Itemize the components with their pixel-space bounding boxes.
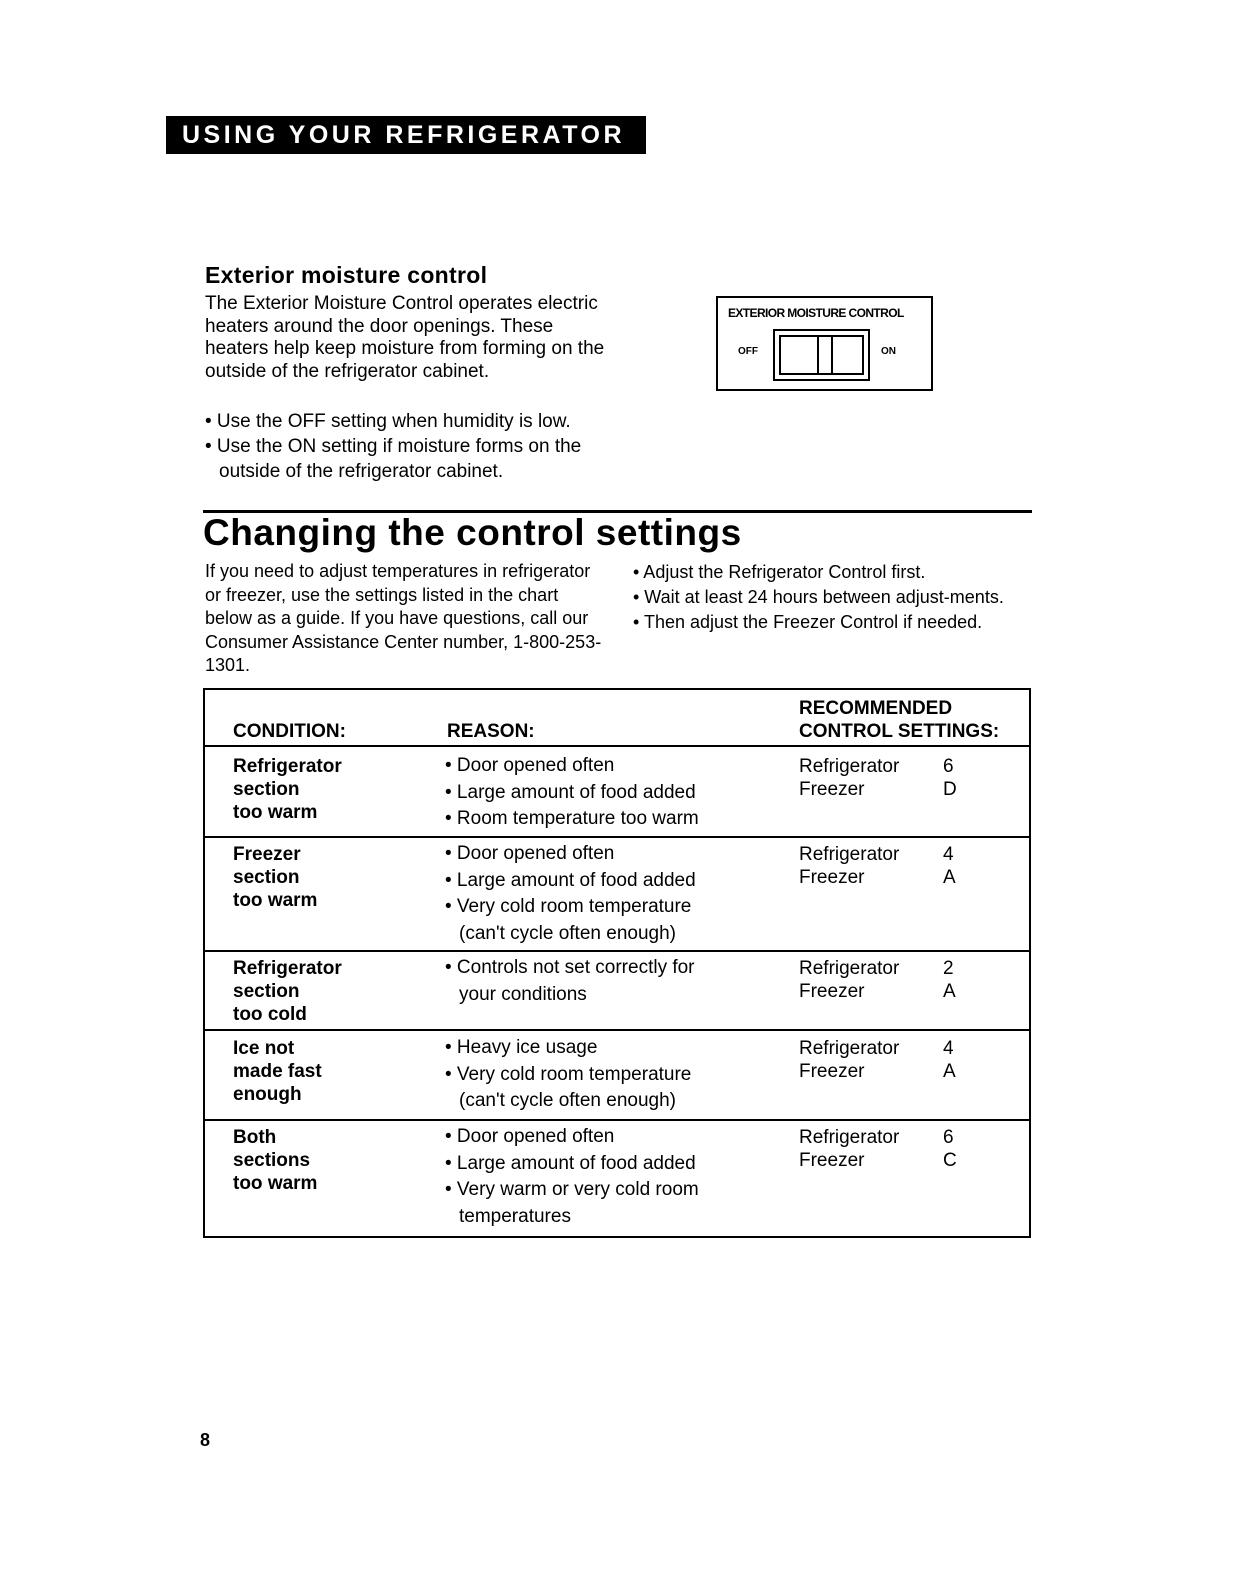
row-settings (799, 957, 956, 1003)
row-condition: Refrigerator section too cold (233, 958, 342, 1025)
header-divider (205, 745, 1029, 747)
reason-item: • Large amount of food added (445, 781, 696, 803)
row-reasons (445, 1035, 775, 1115)
refrigerator-label: Refrigerator (799, 1127, 900, 1148)
reason-item: • Room temperature too warm (445, 808, 699, 829)
section-banner: USING YOUR REFRIGERATOR (166, 116, 646, 154)
row-reasons (445, 955, 775, 1008)
row-reasons (445, 841, 775, 947)
freezer-value: C (943, 1150, 957, 1171)
reason-item: • Heavy ice usage (445, 1037, 598, 1058)
intro-paragraph: If you need to adjust temperatures in refrigerator or freezer, use the settings listed in the chart below as a guide. If you have questions, call our Consumer Assistance Center number, 1-800-253-1301. (205, 561, 602, 675)
freezer-value: A (943, 981, 956, 1002)
freezer-value: A (943, 867, 956, 888)
adjustment-tips (633, 560, 1033, 635)
off-label: OFF (738, 346, 758, 357)
switch-divider (817, 337, 833, 373)
tip-item: • Adjust the Refrigerator Control first. (633, 562, 926, 582)
row-settings (799, 1037, 956, 1083)
bullet-off-setting: • Use the OFF setting when humidity is low. (205, 411, 571, 432)
header-reason: REASON: (447, 721, 535, 742)
tip-item: • Then adjust the Freezer Control if needed. (633, 612, 983, 632)
freezer-label: Freezer (799, 867, 865, 888)
reason-item: • Door opened often (445, 1126, 615, 1147)
row-settings (799, 1126, 957, 1172)
refrigerator-value: 4 (943, 1038, 954, 1059)
row-condition: Ice not made fast enough (233, 1038, 322, 1105)
header-condition: CONDITION: (233, 721, 346, 742)
refrigerator-value: 4 (943, 844, 954, 865)
reason-item: • Very cold room temperature (can't cycle often enough) (445, 896, 692, 944)
panel-title: EXTERIOR MOISTURE CONTROL (728, 306, 904, 320)
row-settings (799, 843, 956, 889)
row-divider (205, 1119, 1029, 1121)
exterior-moisture-body: The Exterior Moisture Control operates electric heaters around the door openings. These heaters help keep moisture from forming on the outside of the refrigerator cabinet. (205, 293, 605, 382)
row-divider (205, 836, 1029, 838)
refrigerator-label: Refrigerator (799, 844, 900, 865)
reason-item: • Door opened often (445, 755, 615, 776)
freezer-label: Freezer (799, 981, 865, 1002)
row-condition: Both sections too warm (233, 1127, 318, 1194)
refrigerator-label: Refrigerator (799, 1038, 900, 1059)
header-control-settings: CONTROL SETTINGS: (799, 721, 1000, 742)
exterior-moisture-heading: Exterior moisture control (205, 262, 488, 288)
reason-item: • Large amount of food added (445, 869, 696, 891)
refrigerator-value: 6 (943, 756, 954, 777)
page-title: Changing the control settings (203, 512, 742, 553)
reason-item: • Large amount of food added (445, 1152, 696, 1174)
row-divider (205, 950, 1029, 952)
reason-item: • Door opened often (445, 843, 615, 864)
reason-item: • Very warm or very cold room temperatures (445, 1179, 699, 1227)
refrigerator-value: 6 (943, 1127, 954, 1148)
row-condition: Freezer section too warm (233, 844, 318, 911)
freezer-label: Freezer (799, 1061, 865, 1082)
switch-face (779, 335, 864, 375)
row-reasons (445, 1124, 775, 1230)
row-reasons (445, 753, 775, 833)
reason-item: • Very cold room temperature (can't cycle often enough) (445, 1063, 692, 1111)
freezer-value: A (943, 1061, 956, 1082)
on-label: ON (881, 346, 896, 357)
row-settings (799, 755, 957, 801)
refrigerator-value: 2 (943, 958, 954, 979)
reason-item: • Controls not set correctly for your conditions (445, 957, 695, 1005)
control-settings-table (203, 688, 1031, 1238)
page-number: 8 (200, 1430, 211, 1450)
exterior-moisture-bullets (205, 409, 615, 484)
row-divider (205, 1029, 1029, 1031)
header-recommended: RECOMMENDED (799, 698, 953, 719)
freezer-label: Freezer (799, 779, 865, 800)
refrigerator-label: Refrigerator (799, 958, 900, 979)
row-condition: Refrigerator section too warm (233, 756, 342, 823)
moisture-rocker-switch[interactable] (773, 329, 870, 381)
freezer-value: D (943, 779, 957, 800)
exterior-moisture-control-panel (716, 296, 933, 391)
freezer-label: Freezer (799, 1150, 865, 1171)
tip-item: • Wait at least 24 hours between adjust-ments. (633, 587, 1004, 607)
bullet-on-setting: • Use the ON setting if moisture forms on the outside of the refrigerator cabinet. (205, 436, 582, 482)
refrigerator-label: Refrigerator (799, 756, 900, 777)
